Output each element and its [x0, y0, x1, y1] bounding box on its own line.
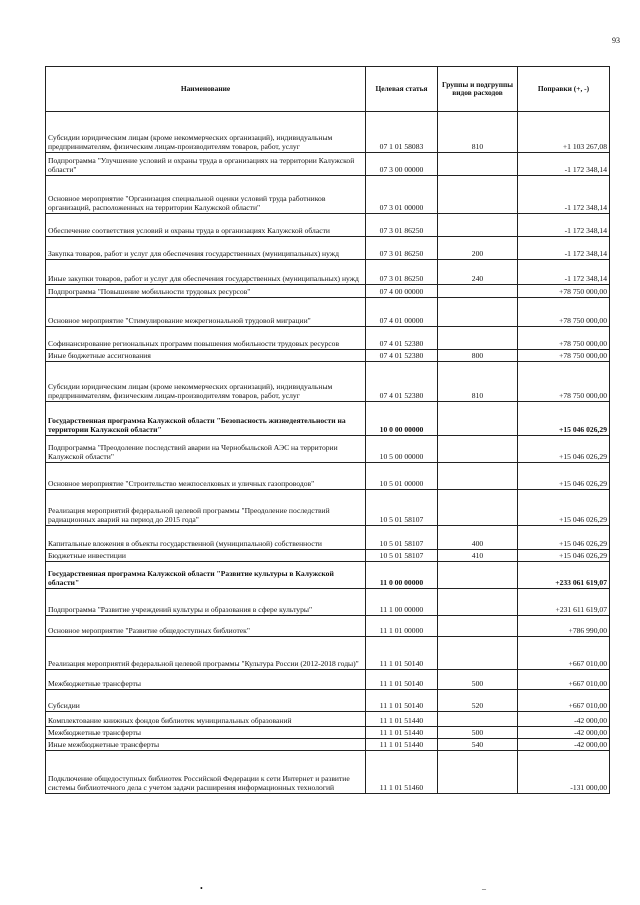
row-name: Основное мероприятие "Строительство межпоселковых и уличных газопроводов"	[46, 463, 366, 490]
row-amount: -1 172 348,14	[518, 237, 610, 260]
row-code: 10 0 00 00000	[366, 402, 438, 436]
row-amount: -1 172 348,14	[518, 260, 610, 285]
row-name: Межбюджетные трансферты	[46, 670, 366, 690]
row-amount: +1 103 267,08	[518, 112, 610, 153]
row-name: Иные закупки товаров, работ и услуг для обеспечения государственных (муниципальных) нужд	[46, 260, 366, 285]
table-row	[46, 298, 610, 327]
footer-mark: –	[482, 884, 486, 893]
table-row	[46, 490, 610, 526]
row-name: Капитальные вложения в объекты государственной (муниципальной) собственности	[46, 526, 366, 550]
row-amount: -42 000,00	[518, 712, 610, 727]
row-group	[438, 285, 518, 298]
table-row	[46, 436, 610, 463]
row-group	[438, 589, 518, 616]
row-group	[438, 298, 518, 327]
header-code: Целевая статья	[366, 67, 438, 112]
row-code: 07 3 01 00000	[366, 176, 438, 214]
row-name: Основное мероприятие "Стимулирование межрегиональной трудовой миграции"	[46, 298, 366, 327]
row-name: Подключение общедоступных библиотек Российской Федерации к сети Интернет и развитие системы библиотечного дела с учетом задачи расширения информационных технологий	[46, 751, 366, 794]
row-amount: +15 046 026,29	[518, 436, 610, 463]
row-code: 07 4 01 52380	[366, 327, 438, 350]
row-group: 200	[438, 237, 518, 260]
row-group	[438, 176, 518, 214]
row-name: Государственная программа Калужской области "Развитие культуры в Калужской области"	[46, 562, 366, 589]
table-header-row	[46, 67, 610, 112]
table-row	[46, 402, 610, 436]
row-amount: +667 010,00	[518, 690, 610, 712]
table-row	[46, 362, 610, 402]
page-number: 93	[612, 36, 620, 45]
header-amount: Поправки (+, -)	[518, 67, 610, 112]
table-row	[46, 260, 610, 285]
row-amount: -131 000,00	[518, 751, 610, 794]
row-code: 07 3 01 86250	[366, 260, 438, 285]
row-group	[438, 153, 518, 176]
row-code: 11 1 00 00000	[366, 589, 438, 616]
row-code: 11 1 01 51460	[366, 751, 438, 794]
row-code: 07 4 01 52380	[366, 362, 438, 402]
row-name: Субсидии юридическим лицам (кроме некоммерческих организаций), индивидуальным предпринимателям, физическим лицам-производителям товаров, работ, услуг	[46, 362, 366, 402]
row-group	[438, 463, 518, 490]
row-group: 800	[438, 350, 518, 362]
row-name: Основное мероприятие "Организация специальной оценки условий труда работников организаций, расположенных на территории Калужской области"	[46, 176, 366, 214]
row-group: 500	[438, 670, 518, 690]
table-row	[46, 112, 610, 153]
row-amount: -42 000,00	[518, 739, 610, 751]
header-group: Группы и подгруппы видов расходов	[438, 67, 518, 112]
table-row	[46, 712, 610, 727]
row-group	[438, 490, 518, 526]
row-group	[438, 637, 518, 670]
row-code: 07 1 01 58083	[366, 112, 438, 153]
table-row	[46, 176, 610, 214]
table-row	[46, 739, 610, 751]
row-code: 11 1 01 51440	[366, 727, 438, 739]
row-name: Государственная программа Калужской области "Безопасность жизнедеятельности на территории Калужской области"	[46, 402, 366, 436]
row-amount: +15 046 026,29	[518, 490, 610, 526]
table-row	[46, 562, 610, 589]
row-group: 520	[438, 690, 518, 712]
row-code: 10 5 01 58107	[366, 526, 438, 550]
row-group	[438, 214, 518, 237]
row-group: 240	[438, 260, 518, 285]
row-code: 07 3 01 86250	[366, 214, 438, 237]
row-name: Закупка товаров, работ и услуг для обеспечения государственных (муниципальных) нужд	[46, 237, 366, 260]
row-code: 11 1 01 50140	[366, 670, 438, 690]
row-amount: +15 046 026,29	[518, 402, 610, 436]
row-amount: +786 990,00	[518, 616, 610, 637]
row-amount: -42 000,00	[518, 727, 610, 739]
row-code: 11 1 01 51440	[366, 712, 438, 727]
row-name: Реализация мероприятий федеральной целевой программы "Культура России (2012-2018 годы)"	[46, 637, 366, 670]
table-row	[46, 463, 610, 490]
table-row	[46, 727, 610, 739]
row-name: Бюджетные инвестиции	[46, 550, 366, 562]
row-name: Субсидии	[46, 690, 366, 712]
row-amount: +15 046 026,29	[518, 526, 610, 550]
row-amount: +15 046 026,29	[518, 550, 610, 562]
row-name: Иные межбюджетные трансферты	[46, 739, 366, 751]
table-row	[46, 690, 610, 712]
row-code: 07 3 01 86250	[366, 237, 438, 260]
row-code: 10 5 01 00000	[366, 463, 438, 490]
row-group: 410	[438, 550, 518, 562]
row-name: Подпрограмма "Улучшение условий и охраны труда в организациях на территории Калужской области"	[46, 153, 366, 176]
table-row	[46, 637, 610, 670]
row-amount: +78 750 000,00	[518, 350, 610, 362]
table-row	[46, 327, 610, 350]
row-group	[438, 327, 518, 350]
row-name: Межбюджетные трансферты	[46, 727, 366, 739]
table-row	[46, 589, 610, 616]
row-amount: +231 611 619,07	[518, 589, 610, 616]
row-amount: +667 010,00	[518, 670, 610, 690]
table-row	[46, 153, 610, 176]
row-amount: -1 172 348,14	[518, 153, 610, 176]
row-code: 11 1 01 00000	[366, 616, 438, 637]
row-amount: -1 172 348,14	[518, 176, 610, 214]
row-amount: +15 046 026,29	[518, 463, 610, 490]
row-name: Иные бюджетные ассигнования	[46, 350, 366, 362]
header-name: Наименование	[46, 67, 366, 112]
table-body	[46, 112, 610, 794]
row-group	[438, 616, 518, 637]
row-name: Подпрограмма "Повышение мобильности трудовых ресурсов"	[46, 285, 366, 298]
row-code: 11 1 01 51440	[366, 739, 438, 751]
row-code: 10 5 01 58107	[366, 490, 438, 526]
row-name: Обеспечение соответствия условий и охраны труда в организациях Калужской области	[46, 214, 366, 237]
table-row	[46, 751, 610, 794]
row-group	[438, 436, 518, 463]
row-group: 400	[438, 526, 518, 550]
row-group	[438, 712, 518, 727]
row-amount: -1 172 348,14	[518, 214, 610, 237]
row-name: Субсидии юридическим лицам (кроме некоммерческих организаций), индивидуальным предпринимателям, физическим лицам-производителям товаров, работ, услуг	[46, 112, 366, 153]
row-code: 07 4 00 00000	[366, 285, 438, 298]
row-name: Реализация мероприятий федеральной целевой программы "Преодоление последствий радиационных аварий на период до 2015 года"	[46, 490, 366, 526]
footer-mark: •	[200, 884, 203, 893]
table-row	[46, 237, 610, 260]
row-group	[438, 562, 518, 589]
table-row	[46, 670, 610, 690]
row-name: Подпрограмма "Преодоление последствий аварии на Чернобыльской АЭС на территории Калужской области"	[46, 436, 366, 463]
row-amount: +667 010,00	[518, 637, 610, 670]
row-group	[438, 751, 518, 794]
row-group: 500	[438, 727, 518, 739]
row-name: Основное мероприятие "Развитие общедоступных библиотек"	[46, 616, 366, 637]
row-group	[438, 402, 518, 436]
row-code: 07 4 01 00000	[366, 298, 438, 327]
row-name: Подпрограмма "Развитие учреждений культуры и образования в сфере культуры"	[46, 589, 366, 616]
table-row	[46, 285, 610, 298]
row-code: 07 3 00 00000	[366, 153, 438, 176]
table-row	[46, 526, 610, 550]
row-group: 810	[438, 112, 518, 153]
row-group: 810	[438, 362, 518, 402]
budget-table	[45, 66, 610, 794]
row-name: Комплектование книжных фондов библиотек муниципальных образований	[46, 712, 366, 727]
row-code: 07 4 01 52380	[366, 350, 438, 362]
table-row	[46, 616, 610, 637]
row-code: 10 5 01 58107	[366, 550, 438, 562]
row-name: Софинансирование региональных программ повышения мобильности трудовых ресурсов	[46, 327, 366, 350]
row-group: 540	[438, 739, 518, 751]
row-amount: +78 750 000,00	[518, 298, 610, 327]
row-code: 11 0 00 00000	[366, 562, 438, 589]
row-amount: +233 061 619,07	[518, 562, 610, 589]
table-row	[46, 214, 610, 237]
table-row	[46, 350, 610, 362]
table-row	[46, 550, 610, 562]
row-code: 11 1 01 50140	[366, 637, 438, 670]
row-code: 10 5 00 00000	[366, 436, 438, 463]
row-amount: +78 750 000,00	[518, 285, 610, 298]
row-code: 11 1 01 50140	[366, 690, 438, 712]
row-amount: +78 750 000,00	[518, 362, 610, 402]
row-amount: +78 750 000,00	[518, 327, 610, 350]
